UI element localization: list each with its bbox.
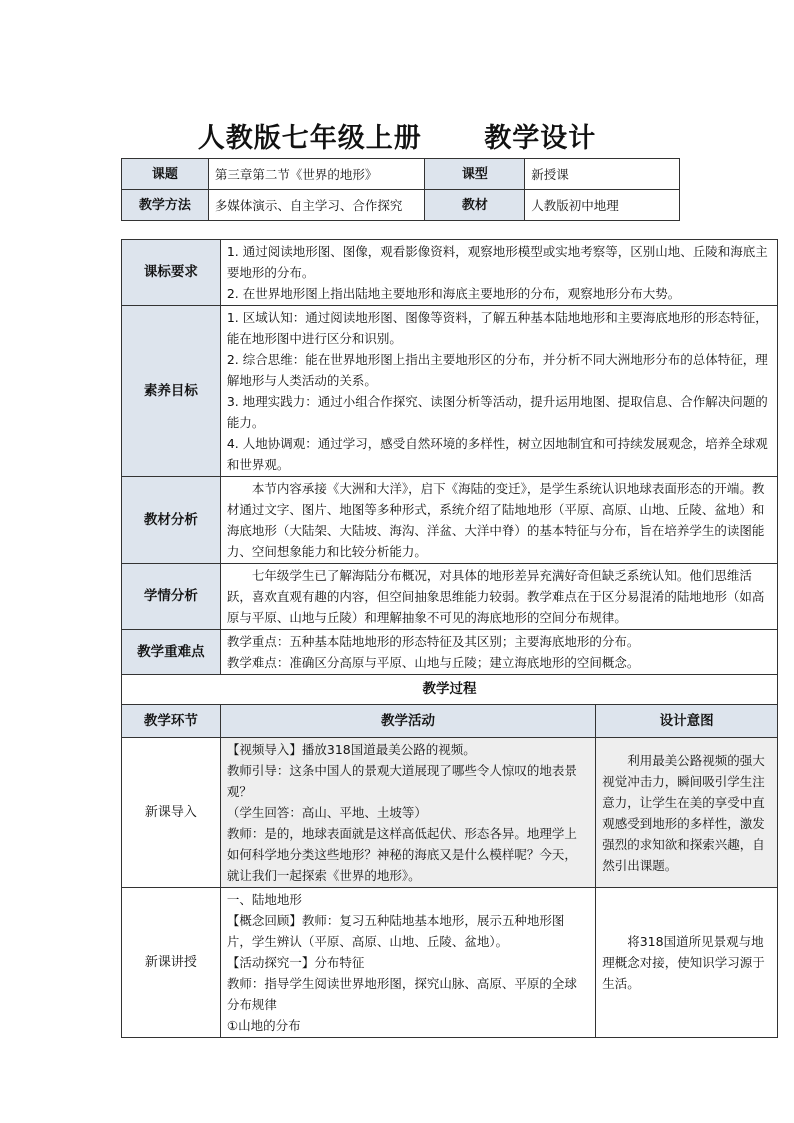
standards-content [220,240,777,306]
key-focus: 教学重点：五种基本陆地地形的形态特征及其区别；主要海底地形的分布。 [226,634,640,649]
topic-label: 课题 [122,159,209,190]
meta-row-topic [122,159,680,190]
textbook-value: 人教版初中地理 [525,190,680,221]
document-title: 人教版七年级上册 教学设计 [197,123,597,154]
lesson-plan-table [121,239,778,1038]
process-row-intro [122,738,778,888]
intent-cell: 将318国道所见景观与地理概念对接，使知识学习源于生活。 [596,888,778,1038]
textbook-analysis-row [122,477,778,564]
literacy-label: 素养目标 [122,306,221,477]
key-points-label: 教学重难点 [122,630,221,675]
learner-analysis-row [122,564,778,630]
intent-cell: 利用最美公路视频的强大视觉冲击力，瞬间吸引学生注意力，让学生在美的享受中直观感受到地形的多样性，激发强烈的求知欲和探索兴趣，自然引出课题。 [596,738,778,888]
textbook-analysis-label: 教材分析 [122,477,221,564]
key-points-row [122,630,778,675]
type-value: 新授课 [525,159,680,190]
meta-table [121,158,680,221]
literacy-line: 1. 区域认知：通过阅读地形图、图像等资料，了解五种基本陆地地形和主要海底地形的形态特征，能在地形图中进行区分和识别。 [226,310,768,346]
activity-cell [220,888,595,1038]
process-row-lecture [122,888,778,1038]
method-value: 多媒体演示、自主学习、合作探究 [208,190,425,221]
activity-cell [220,738,595,888]
standards-line: 2. 在世界地形图上指出陆地主要地形和海底主要地形的分布，观察地形分布大势。 [226,286,681,301]
textbook-analysis-text: 本节内容承接《大洲和大洋》，启下《海陆的变迁》，是学生系统认识地球表面形态的开端。教材通过文字、图片、地图等多种形式，系统介绍了陆地地形（平原、高原、山地、丘陵、盆地）和海底地形（大陆架、大陆坡、海沟、洋盆、大洋中脊）的基本特征与分布，旨在培养学生的读图能力、空间想象能力和比较分析能力。 [220,477,777,564]
key-difficulty: 教学难点：准确区分高原与平原、山地与丘陵；建立海底地形的空间概念。 [226,655,640,670]
stage-cell: 新课讲授 [122,888,221,1038]
process-section-title: 教学过程 [122,675,778,705]
activity-line: ①山地的分布 [226,1018,301,1033]
col-intent-header: 设计意图 [596,705,778,738]
standards-line: 1. 通过阅读地形图、图像，观看影像资料，观察地形模型或实地考察等，区别山地、丘陵和海底主要地形的分布。 [226,244,768,280]
learner-analysis-text: 七年级学生已了解海陆分布概况，对具体的地形差异充满好奇但缺乏系统认知。他们思维活跃，喜欢直观有趣的内容，但空间抽象思维能力较弱。教学难点在于区分易混淆的陆地地形（如高原与平原、山地与丘陵）和理解抽象不可见的海底地形的空间分布规律。 [220,564,777,630]
learner-analysis-label: 学情分析 [122,564,221,630]
process-section-row [122,675,778,705]
key-points-content [220,630,777,675]
literacy-content [220,306,777,477]
process-header-row [122,705,778,738]
activity-line: 【概念回顾】教师：复习五种陆地基本地形，展示五种地形图片，学生辨认（平原、高原、山地、丘陵、盆地）。 [226,913,565,949]
meta-row-method [122,190,680,221]
standards-row [122,240,778,306]
activity-line: （学生回答：高山、平地、土坡等） [226,805,427,820]
type-label: 课型 [425,159,525,190]
activity-line: 【视频导入】播放318国道最美公路的视频。 [226,742,476,757]
literacy-line: 2. 综合思维：能在世界地形图上指出主要地形区的分布，并分析不同大洲地形分布的总体特征，理解地形与人类活动的关系。 [226,352,768,388]
topic-value: 第三章第二节《世界的地形》 [208,159,425,190]
activity-line: 教师引导：这条中国人的景观大道展现了哪些令人惊叹的地表景观？ [226,763,577,799]
literacy-line: 4. 人地协调观：通过学习，感受自然环境的多样性，树立因地制宜和可持续发展观念，培养全球观和世界观。 [226,436,768,472]
col-activity-header: 教学活动 [220,705,595,738]
stage-cell: 新课导入 [122,738,221,888]
activity-line: 一、陆地地形 [226,892,302,907]
method-label: 教学方法 [122,190,209,221]
col-stage-header: 教学环节 [122,705,221,738]
activity-line: 教师：是的，地球表面就是这样高低起伏、形态各异。地理学上如何科学地分类这些地形？神秘的海底又是什么模样呢？今天，就让我们一起探索《世界的地形》。 [226,826,577,883]
activity-line: 教师：指导学生阅读世界地形图，探究山脉、高原、平原的全球分布规律 [226,976,577,1012]
literacy-line: 3. 地理实践力：通过小组合作探究、读图分析等活动，提升运用地图、提取信息、合作解决问题的能力。 [226,394,768,430]
standards-label: 课标要求 [122,240,221,306]
activity-line: 【活动探究一】分布特征 [226,955,365,970]
literacy-row [122,306,778,477]
textbook-label: 教材 [425,190,525,221]
